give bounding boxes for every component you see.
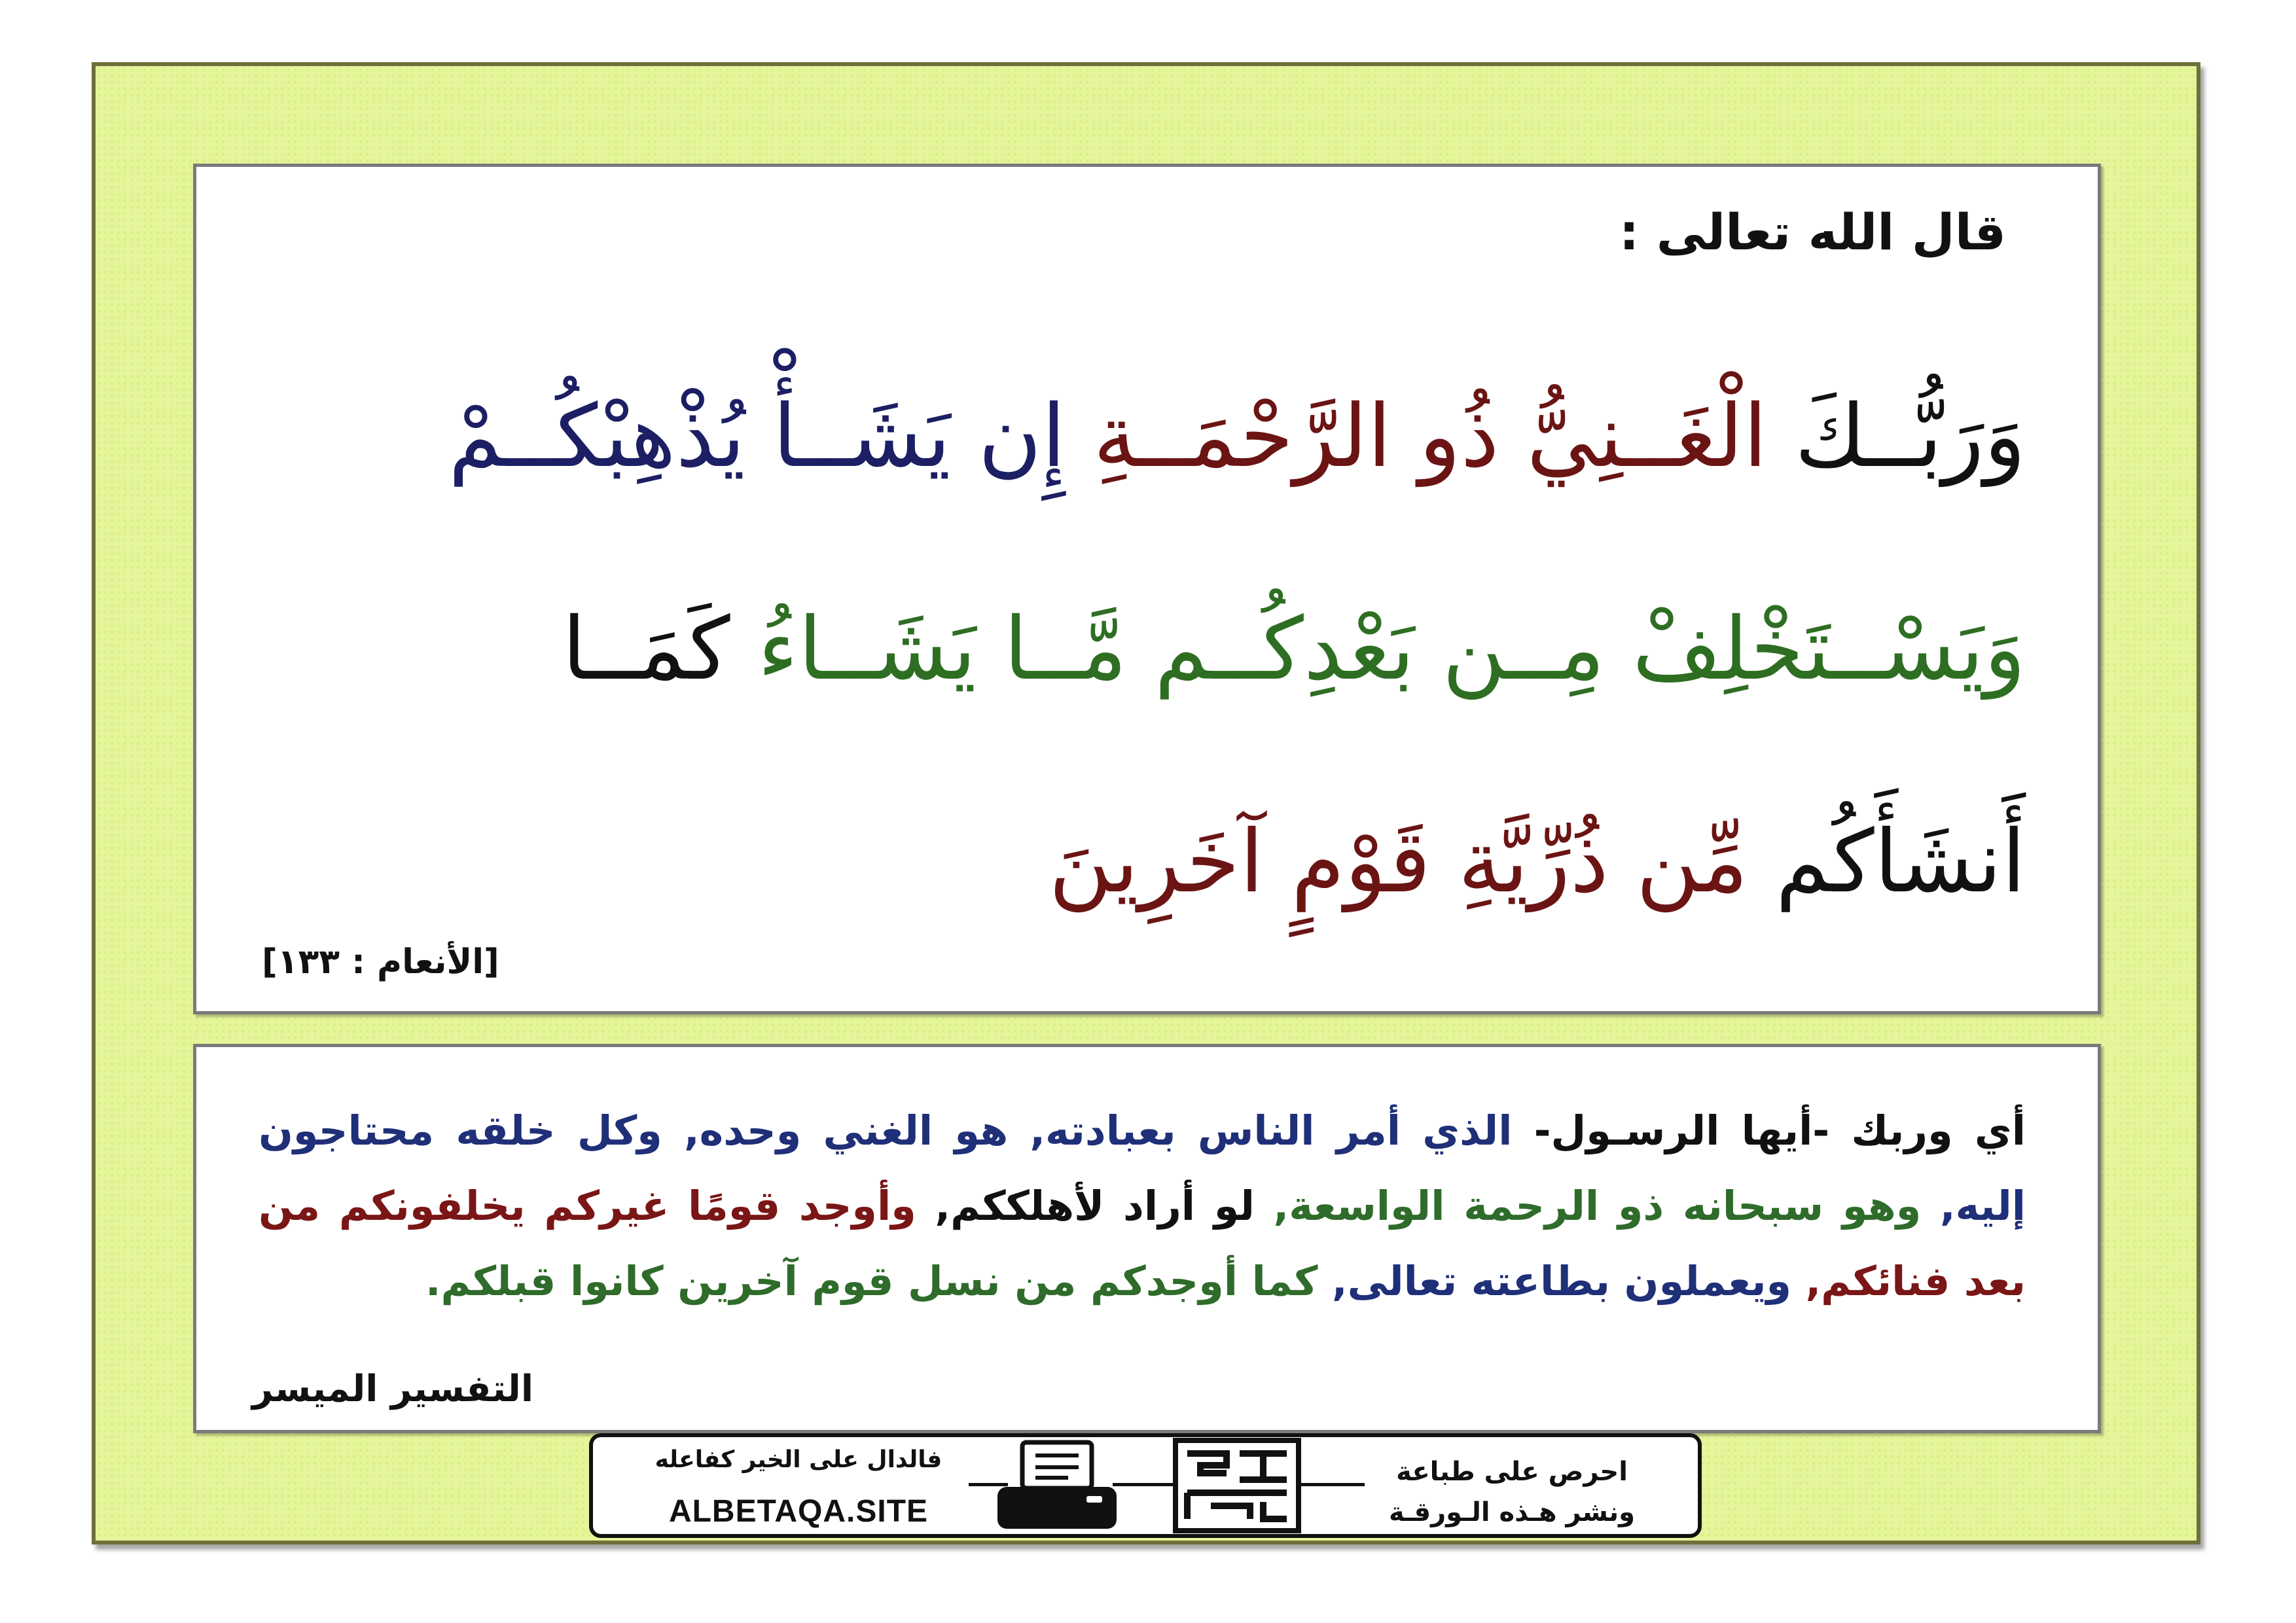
intro-text: قال الله تعالى :: [1619, 203, 2006, 261]
call-line: احرص على طباعة: [1396, 1457, 1628, 1487]
footer-site-link[interactable]: ALBETAQA.SITE: [668, 1494, 929, 1529]
verse-segment: إِن يَشَــأْ يُذْهِبْكُــمْ: [448, 386, 1066, 487]
tafsir-segment: وهو سبحانه ذو الرحمة الواسعة,: [1254, 1182, 1922, 1230]
tafsir-segment: أي وربك -أيها الرسـول-: [1512, 1107, 2026, 1154]
verse-segment: وَرَبُّــكَ: [1795, 386, 2026, 487]
verse-line-1: [268, 330, 2026, 543]
footer-call-to-action: [1361, 1452, 1662, 1533]
verse-segment: مِّن ذُرِّيَّةِ قَوْمٍ آخَرِينَ: [1049, 812, 1748, 912]
tafsir-panel: [193, 1044, 2101, 1433]
tafsir-text: [259, 1093, 2026, 1319]
tafsir-segment: كما أوجدكم من نسل قوم آخرين كانوا قبلكم.: [425, 1257, 1318, 1305]
tafsir-source: التفسير الميسر: [252, 1368, 534, 1410]
verse-segment: الْغَــنِيُّ ذُو الرَّحْمَــةِ: [1066, 386, 1795, 487]
quran-verse: [268, 330, 2026, 969]
footer-slogan: فالدال على الخير كفاعله: [655, 1446, 942, 1473]
verse-panel: [193, 164, 2101, 1014]
tafsir-segment: ويعملون بطاعته تعالى,: [1318, 1257, 1792, 1305]
verse-segment: وَيَسْــتَخْلِفْ مِــن بَعْدِكُــم مَّــا يَشَــاءُ: [730, 599, 2026, 700]
verse-segment: كَمَــا: [562, 599, 730, 700]
verse-line-3: [268, 756, 2026, 969]
verse-line-2: [268, 543, 2026, 756]
dawah-paper-logo-icon: [1172, 1436, 1302, 1535]
printer-icon: [995, 1440, 1119, 1531]
call-line: ونشر هـذه الـورقـة: [1388, 1497, 1636, 1527]
verse-segment: أَنشَأَكُم: [1748, 812, 2026, 912]
tafsir-segment: وأوجد قومًا غيركم يخلفونكم من بعد فنائكم,: [259, 1182, 2026, 1305]
surah-reference: [الأنعام : ١٣٣]: [262, 942, 499, 982]
footer-divider: [1299, 1483, 1365, 1486]
tafsir-segment: الذي أمر الناس بعبادته, هو الغني وحده, وكل خلقه محتاجون إليه,: [259, 1107, 2026, 1230]
tafsir-segment: لو أراد لأهلككم,: [916, 1182, 1255, 1230]
footer-divider: [1113, 1483, 1178, 1486]
